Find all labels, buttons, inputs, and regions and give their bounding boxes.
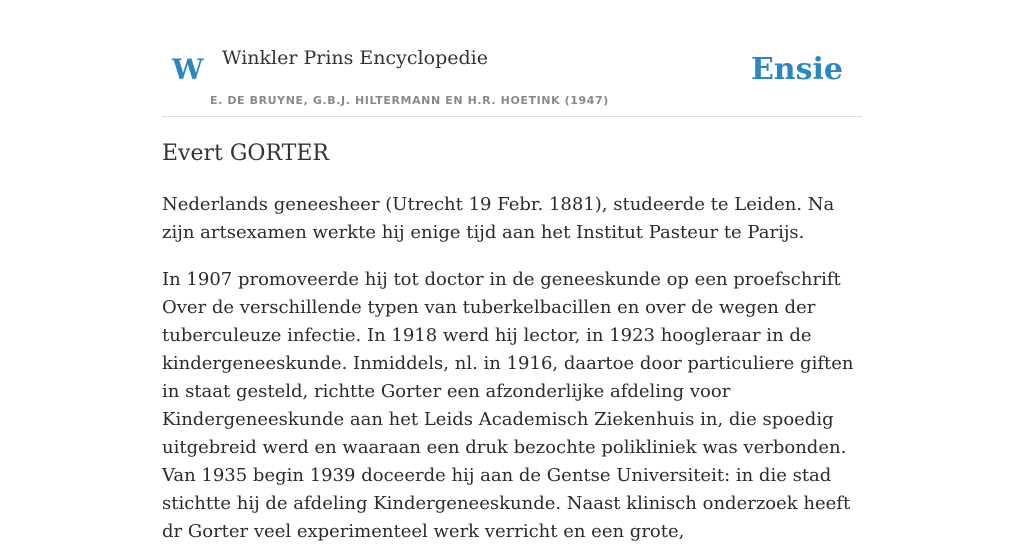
article-title: Evert GORTER [162,141,329,166]
site-title[interactable]: Winkler Prins Encyclopedie [222,47,488,69]
article-paragraph: Nederlands geneesheer (Utrecht 19 Febr. 1881), studeerde te Leiden. Na zijn artsexamen werkte hij enige tijd aan het Institut Pasteur te Parijs. [162,194,835,243]
ensie-brand-logo[interactable]: Ensie [750,52,843,87]
article-body [162,136,862,546]
site-header [162,0,862,117]
winkler-prins-logo-icon[interactable]: W [172,53,204,86]
article-paragraph: In 1907 promoveerde hij tot doctor in de geneeskunde op een proefschrift Over de verschillende typen van tuberkelbacillen en over de wegen der tuberculeuze infectie. In 1918 werd hij lector, in 1923 hoogleraar in de kindergeneeskunde. Inmiddels, nl. in 1916, daartoe door particuliere giften in staat gesteld, richtte Gorter een afzonderlijke afdeling voor Kindergeneeskunde aan het Leids Academisch Ziekenhuis in, die spoedig uitgebreid werd en waaraan een druk bezochte polikliniek was verbonden. Van 1935 begin 1939 doceerde hij aan de Gentse Universiteit: in die stad stichtte hij de afdeling Kindergeneeskunde. Naast klinisch onderzoek heeft dr Gorter veel experimenteel werk verricht en een grote, [162,269,854,542]
source-subtitle: E. DE BRUYNE, G.B.J. HILTERMANN EN H.R. HOETINK (1947) [210,94,609,107]
